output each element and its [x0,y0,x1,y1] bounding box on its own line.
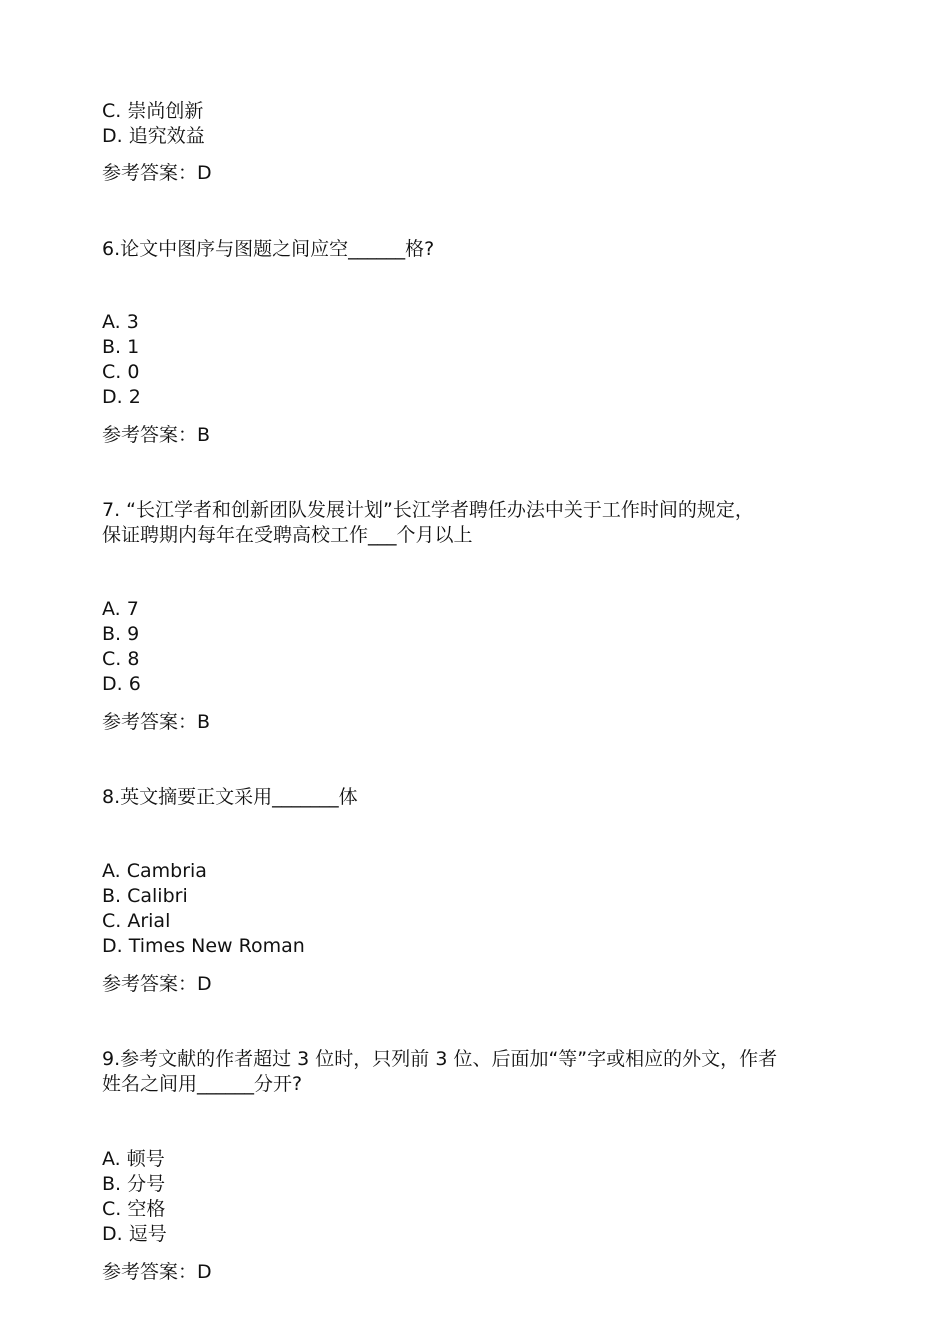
q8-option-b: B. Calibri [102,885,188,907]
q7-question-line-2: 保证聘期内每年在受聘高校工作___个月以上 [102,524,473,546]
q7-question-line-1: 7. “长江学者和创新团队发展计划”长江学者聘任办法中关于工作时间的规定， [102,499,754,521]
q8-question: 8.英文摘要正文采用_______体 [102,786,358,808]
q8-answer: 参考答案：D [102,973,212,995]
q9-option-c: C. 空格 [102,1198,166,1220]
q6-option-a: A. 3 [102,311,139,333]
q8-option-d: D. Times New Roman [102,935,305,957]
q6-question: 6.论文中图序与图题之间应空______格? [102,238,435,260]
q6-option-d: D. 2 [102,386,141,408]
q5-option-d: D. 追究效益 [102,125,205,147]
q7-answer: 参考答案：B [102,711,211,733]
q5-answer: 参考答案：D [102,162,212,184]
q7-option-a: A. 7 [102,598,139,620]
q9-question-line-1: 9.参考文献的作者超过 3 位时，只列前 3 位、后面加“等”字或相应的外文，作者 [102,1048,778,1070]
q6-answer: 参考答案：B [102,424,211,446]
q9-question-line-2: 姓名之间用______分开? [102,1073,303,1095]
q8-option-c: C. Arial [102,910,171,932]
q9-option-a: A. 顿号 [102,1148,165,1170]
q5-option-c: C. 崇尚创新 [102,100,204,122]
q9-option-b: B. 分号 [102,1173,166,1195]
q7-option-b: B. 9 [102,623,140,645]
q9-option-d: D. 逗号 [102,1223,167,1245]
q8-option-a: A. Cambria [102,860,207,882]
q7-option-d: D. 6 [102,673,141,695]
q9-answer: 参考答案：D [102,1261,212,1283]
q6-option-c: C. 0 [102,361,140,383]
q6-option-b: B. 1 [102,336,140,358]
q7-option-c: C. 8 [102,648,140,670]
